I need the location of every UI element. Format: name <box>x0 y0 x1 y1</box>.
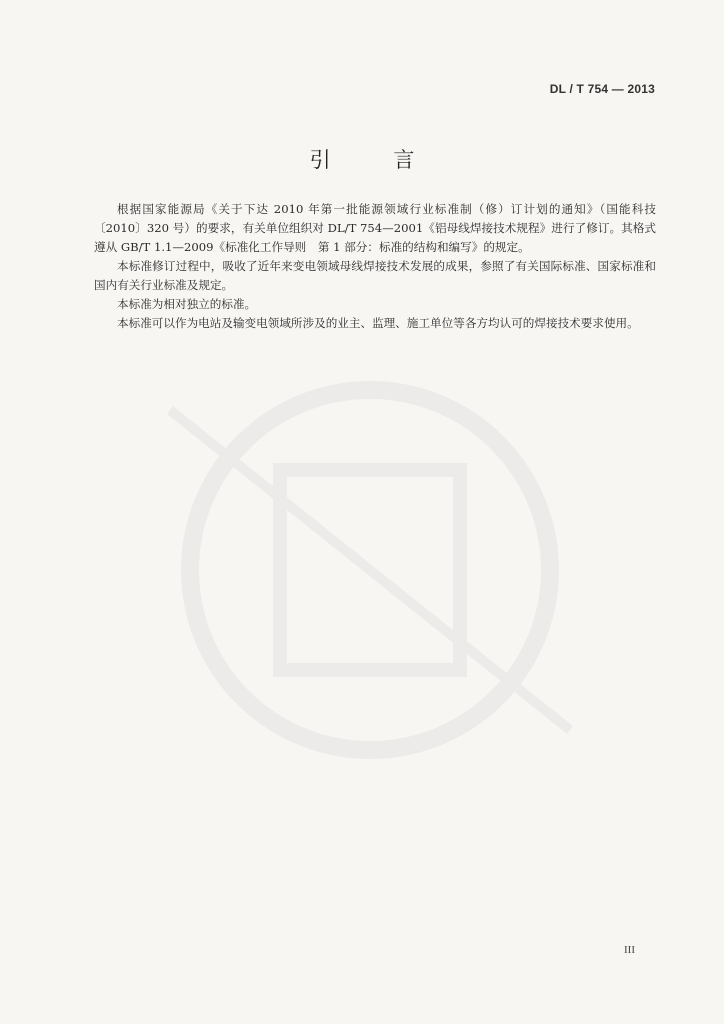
standard-code: DL / T 754 — 2013 <box>549 82 655 96</box>
paragraph-independence: 本标准为相对独立的标准。 <box>117 297 257 311</box>
paragraph-revision-basis: 根据国家能源局《关于下达 2010 年第一批能源领域行业标准制（修）订计划的通知》（国能科技〔2010〕320 号）的要求，有关单位组织对 DL/T 754—2001《铝母线焊接技术规程》进行了修订。其格式遵从 GB/T 1.1—2009《标准化工作导则 第 1 部分：标准的结构和编写》的规定。 <box>94 202 656 254</box>
introduction-body <box>94 200 656 333</box>
section-heading: 引 言 <box>309 148 443 172</box>
paragraph-applicability: 本标准可以作为电站及输变电领域所涉及的业主、监理、施工单位等各方均认可的焊接技术要求使用。 <box>117 316 639 330</box>
paragraph-revision-process: 本标准修订过程中，吸收了近年来变电领域母线焊接技术发展的成果，参照了有关国际标准、国家标准和国内有关行业标准及规定。 <box>94 259 656 292</box>
page-number: III <box>624 944 635 956</box>
faint-watermark-graphic <box>110 350 630 790</box>
